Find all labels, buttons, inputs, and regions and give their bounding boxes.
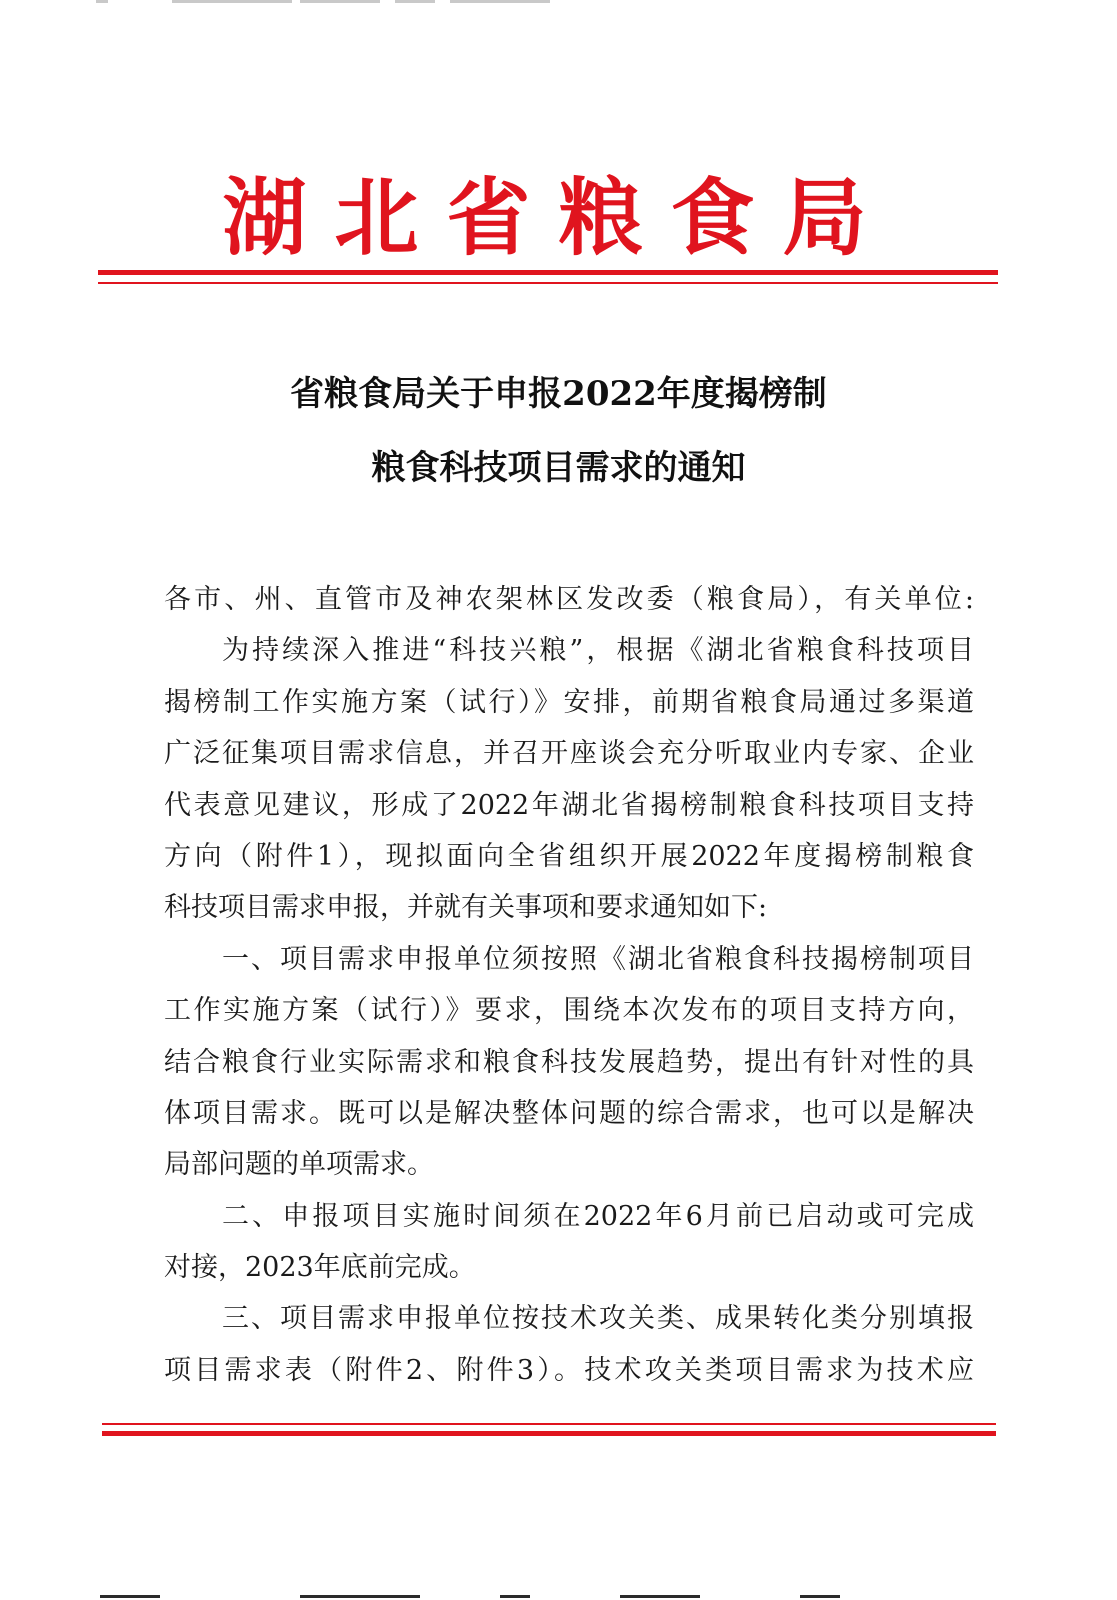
scan-bottom-edge [0,1592,1117,1600]
body-line: 广泛征集项目需求信息，并召开座谈会充分听取业内专家、企业 [164,738,974,770]
header-red-rule-thick [98,270,998,275]
footer-red-rule-thin [102,1423,996,1425]
body-line: 一、项目需求申报单位须按照《湖北省粮食科技揭榜制项目 [222,943,974,975]
document-title-line-1: 省粮食局关于申报2022年度揭榜制 [290,374,827,414]
body-line: 方向（附件1），现拟面向全省组织开展2022年度揭榜制粮食 [164,840,974,872]
body-line: 揭榜制工作实施方案（试行）》安排，前期省粮食局通过多渠道 [164,686,974,718]
body-line: 为持续深入推进“科技兴粮”，根据《湖北省粮食科技项目 [222,635,974,667]
document-title-line-2: 粮食科技项目需求的通知 [371,448,746,488]
body-line: 局部问题的单项需求。 [164,1149,434,1181]
org-name-header: 湖北省粮食局 [222,169,895,267]
body-line: 三、项目需求申报单位按技术攻关类、成果转化类分别填报 [222,1303,974,1335]
scan-top-edge [0,0,1117,6]
body-line: 结合粮食行业实际需求和粮食科技发展趋势，提出有针对性的具 [164,1046,974,1078]
body-line: 工作实施方案（试行）》要求，围绕本次发布的项目支持方向， [164,995,974,1027]
body-line: 对接，2023年底前完成。 [164,1252,476,1284]
body-line: 代表意见建议，形成了2022年湖北省揭榜制粮食科技项目支持 [164,789,974,821]
document-body [164,574,974,1396]
body-line: 科技项目需求申报，并就有关事项和要求通知如下: [164,892,768,924]
salutation: 各市、州、直管市及神农架林区发改委（粮食局），有关单位: [164,584,974,615]
header-red-rule-thin [98,282,998,284]
body-line: 项目需求表（附件2、附件3）。技术攻关类项目需求为技术应 [164,1354,974,1386]
footer-red-rule-thick [102,1431,996,1436]
body-line: 体项目需求。既可以是解决整体问题的综合需求，也可以是解决 [164,1097,974,1129]
body-line: 二、申报项目实施时间须在2022年6月前已启动或可完成 [222,1200,974,1232]
